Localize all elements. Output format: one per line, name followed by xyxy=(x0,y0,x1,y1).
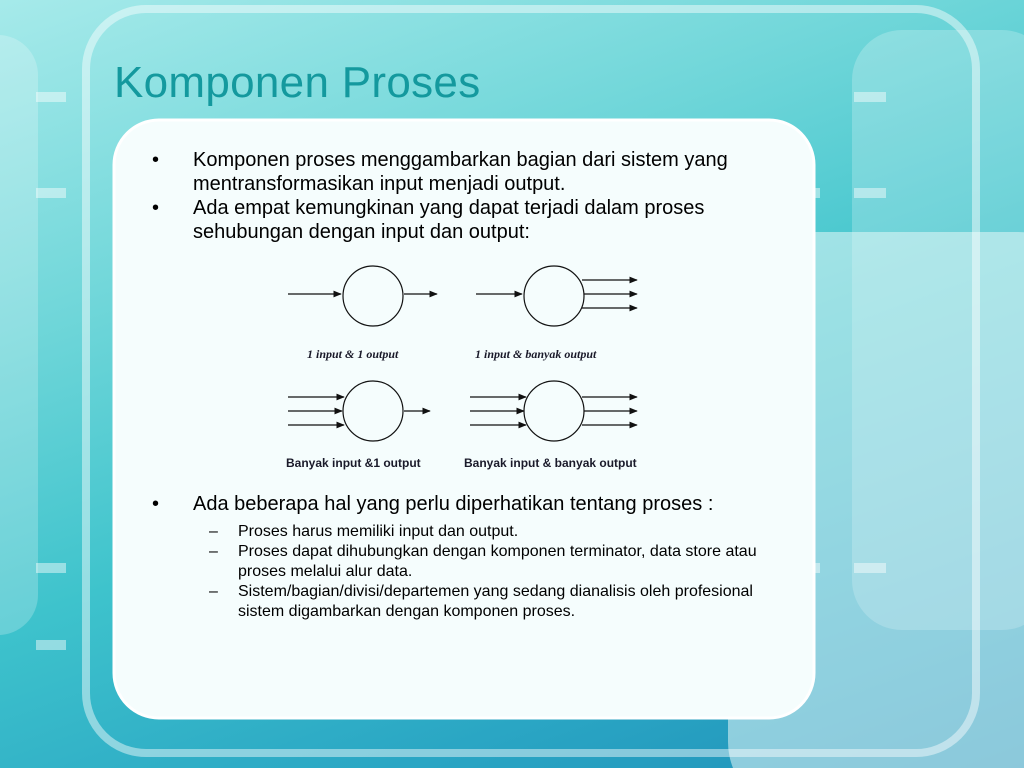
process-circle xyxy=(343,381,403,441)
sub-bullet-item xyxy=(209,582,760,622)
tab-mark xyxy=(854,188,886,198)
diagram-label: 1 input & 1 output xyxy=(307,347,399,361)
sub-bullet-marker: – xyxy=(209,583,218,600)
bullet-marker: • xyxy=(152,149,160,171)
tab-mark xyxy=(36,563,66,573)
sub-bullet-text: Proses dapat dihubungkan dengan komponen terminator, data store atau proses melalui alur data. xyxy=(238,543,757,580)
sub-bullet-marker: – xyxy=(209,523,218,540)
tab-mark xyxy=(854,563,886,573)
bullet-text: Komponen proses menggambarkan bagian dari sistem yang mentransformasikan input menjadi output. xyxy=(193,149,728,195)
sub-bullet-item xyxy=(209,522,760,542)
process-diagram xyxy=(282,258,672,474)
bullet-marker: • xyxy=(152,493,160,515)
left-edge-panel xyxy=(0,35,38,635)
sub-bullet-text: Proses harus memiliki input dan output. xyxy=(238,523,519,540)
sub-bullet-item xyxy=(209,542,760,582)
bullet-item xyxy=(152,492,753,516)
sub-bullet-marker: – xyxy=(209,543,218,560)
sub-bullet-text: Sistem/bagian/divisi/departemen yang sedang dianalisis oleh profesional sistem digambarkan dengan komponen proses. xyxy=(238,583,753,620)
process-circle xyxy=(524,266,584,326)
bullet-marker: • xyxy=(152,197,160,219)
slide-title: Komponen Proses xyxy=(114,58,481,107)
tab-mark xyxy=(854,92,886,102)
bullet-text: Ada beberapa hal yang perlu diperhatikan tentang proses : xyxy=(193,493,714,515)
diagram-label: Banyak input & banyak output xyxy=(464,456,637,470)
process-circle xyxy=(524,381,584,441)
process-circle xyxy=(343,266,403,326)
bullet-item xyxy=(152,196,753,244)
tab-mark xyxy=(36,188,66,198)
diagram-label: 1 input & banyak output xyxy=(475,347,597,361)
bullet-item xyxy=(152,148,753,196)
tab-mark xyxy=(36,92,66,102)
tab-mark xyxy=(36,640,66,650)
diagram-label: Banyak input &1 output xyxy=(286,456,421,470)
bullet-text: Ada empat kemungkinan yang dapat terjadi dalam proses sehubungan dengan input dan output: xyxy=(193,197,705,243)
